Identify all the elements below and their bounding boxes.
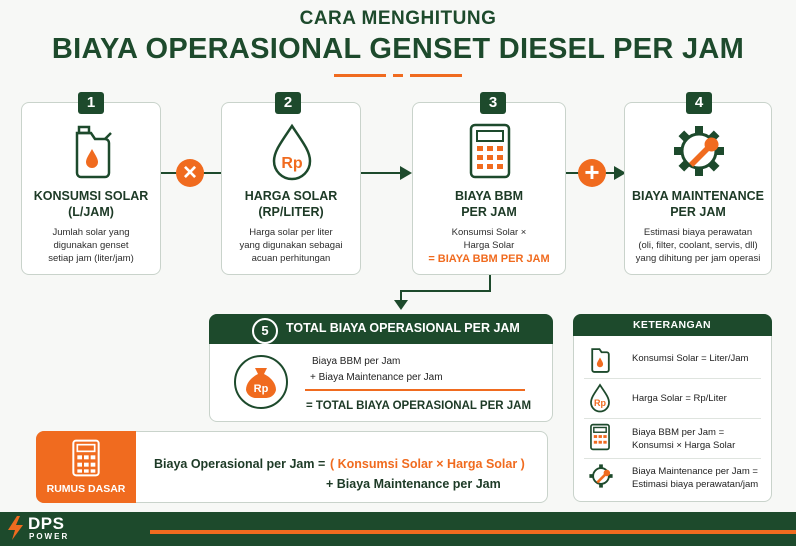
- arrow-down-icon: [394, 300, 408, 310]
- title-divider: [410, 74, 462, 77]
- lightning-logo-icon: [6, 516, 26, 540]
- drop-rupiah-icon: [268, 123, 316, 181]
- footer-accent: [150, 530, 796, 534]
- step-card-4: [624, 102, 772, 275]
- gear-wrench-icon: [588, 463, 614, 489]
- drop-rupiah-icon: [588, 383, 612, 413]
- calculator-icon: [72, 439, 100, 477]
- step-number: 3: [480, 92, 506, 114]
- total-title: TOTAL BIAYA OPERASIONAL PER JAM: [286, 321, 520, 335]
- step-description: Konsumsi Solar × Harga Solar: [451, 227, 527, 251]
- legend-item: Biaya BBM per Jam = Konsumsi × Harga Solar: [588, 423, 761, 463]
- page-title: BIAYA OPERASIONAL GENSET DIESEL PER JAM: [51, 33, 745, 65]
- rupiah-text: Rp: [594, 398, 606, 408]
- total-line-1: Biaya BBM per Jam: [312, 356, 401, 367]
- fuel-jerrycan-icon: [588, 345, 612, 373]
- step-title: BIAYA BBM PER JAM: [454, 189, 524, 219]
- step-title: KONSUMSI SOLAR (L/JAM): [33, 189, 149, 219]
- legend-item: Konsumsi Solar = Liter/Jam: [588, 345, 761, 385]
- plus-operator-icon: +: [578, 159, 606, 187]
- total-line-2: + Biaya Maintenance per Jam: [310, 372, 443, 383]
- step-title: BIAYA MAINTENANCE PER JAM: [632, 189, 764, 219]
- fuel-jerrycan-icon: [69, 125, 115, 179]
- legend-header: KETERANGAN: [573, 314, 772, 336]
- gear-wrench-icon: [671, 123, 727, 179]
- brand-name: DPS: [28, 514, 65, 533]
- title-divider-dot: [393, 74, 403, 77]
- total-divider: [305, 389, 525, 391]
- step-description: Harga solar per liter yang digunakan sebagai acuan perhitungan: [239, 227, 343, 264]
- step-card-2: [221, 102, 361, 275]
- step-result: = BIAYA BBM PER JAM: [428, 253, 550, 265]
- step-number: 2: [275, 92, 301, 114]
- formula-badge: [36, 431, 136, 503]
- step-title: HARGA SOLAR (RP/LITER): [244, 189, 338, 219]
- header-subtitle: CARA MENGHITUNG: [299, 8, 497, 29]
- formula-badge-label: RUMUS DASAR: [46, 483, 126, 495]
- total-number-badge: 5: [252, 318, 278, 344]
- title-divider: [334, 74, 386, 77]
- legend-divider: [584, 378, 761, 379]
- total-result: = TOTAL BIAYA OPERASIONAL PER JAM: [306, 400, 532, 412]
- step-card-3: [412, 102, 566, 275]
- legend-item: Biaya Maintenance per Jam = Estimasi biaya perawatan/jam: [588, 463, 761, 503]
- step-card-1: [21, 102, 161, 275]
- calculator-icon: [469, 123, 511, 179]
- step-description: Jumlah solar yang digunakan genset setiap jam (liter/jam): [48, 227, 134, 264]
- step-description: Estimasi biaya perawatan (oli, filter, coolant, servis, dll) yang dihitung per jam operasi: [635, 227, 761, 264]
- multiply-operator-icon: ×: [176, 159, 204, 187]
- formula-lhs: Biaya Operasional per Jam =: [154, 457, 326, 471]
- legend-divider: [584, 418, 761, 419]
- brand-sub: POWER: [29, 532, 70, 541]
- rupiah-text: Rp: [281, 155, 303, 172]
- formula-line-2: + Biaya Maintenance per Jam: [326, 477, 501, 491]
- connector-line: [489, 275, 491, 291]
- connector-line: [361, 172, 405, 174]
- formula-paren: ( Konsumsi Solar × Harga Solar ): [330, 457, 525, 471]
- legend-item: Rp Harga Solar = Rp/Liter: [588, 383, 761, 423]
- step-number: 4: [686, 92, 712, 114]
- rupiah-text: Rp: [253, 383, 269, 395]
- connector-line: [400, 290, 491, 292]
- arrow-right-icon: [400, 166, 412, 180]
- money-bag-icon: [233, 354, 289, 410]
- legend-panel: [573, 314, 772, 502]
- step-number: 1: [78, 92, 104, 114]
- calculator-icon: [590, 423, 610, 451]
- legend-divider: [584, 458, 761, 459]
